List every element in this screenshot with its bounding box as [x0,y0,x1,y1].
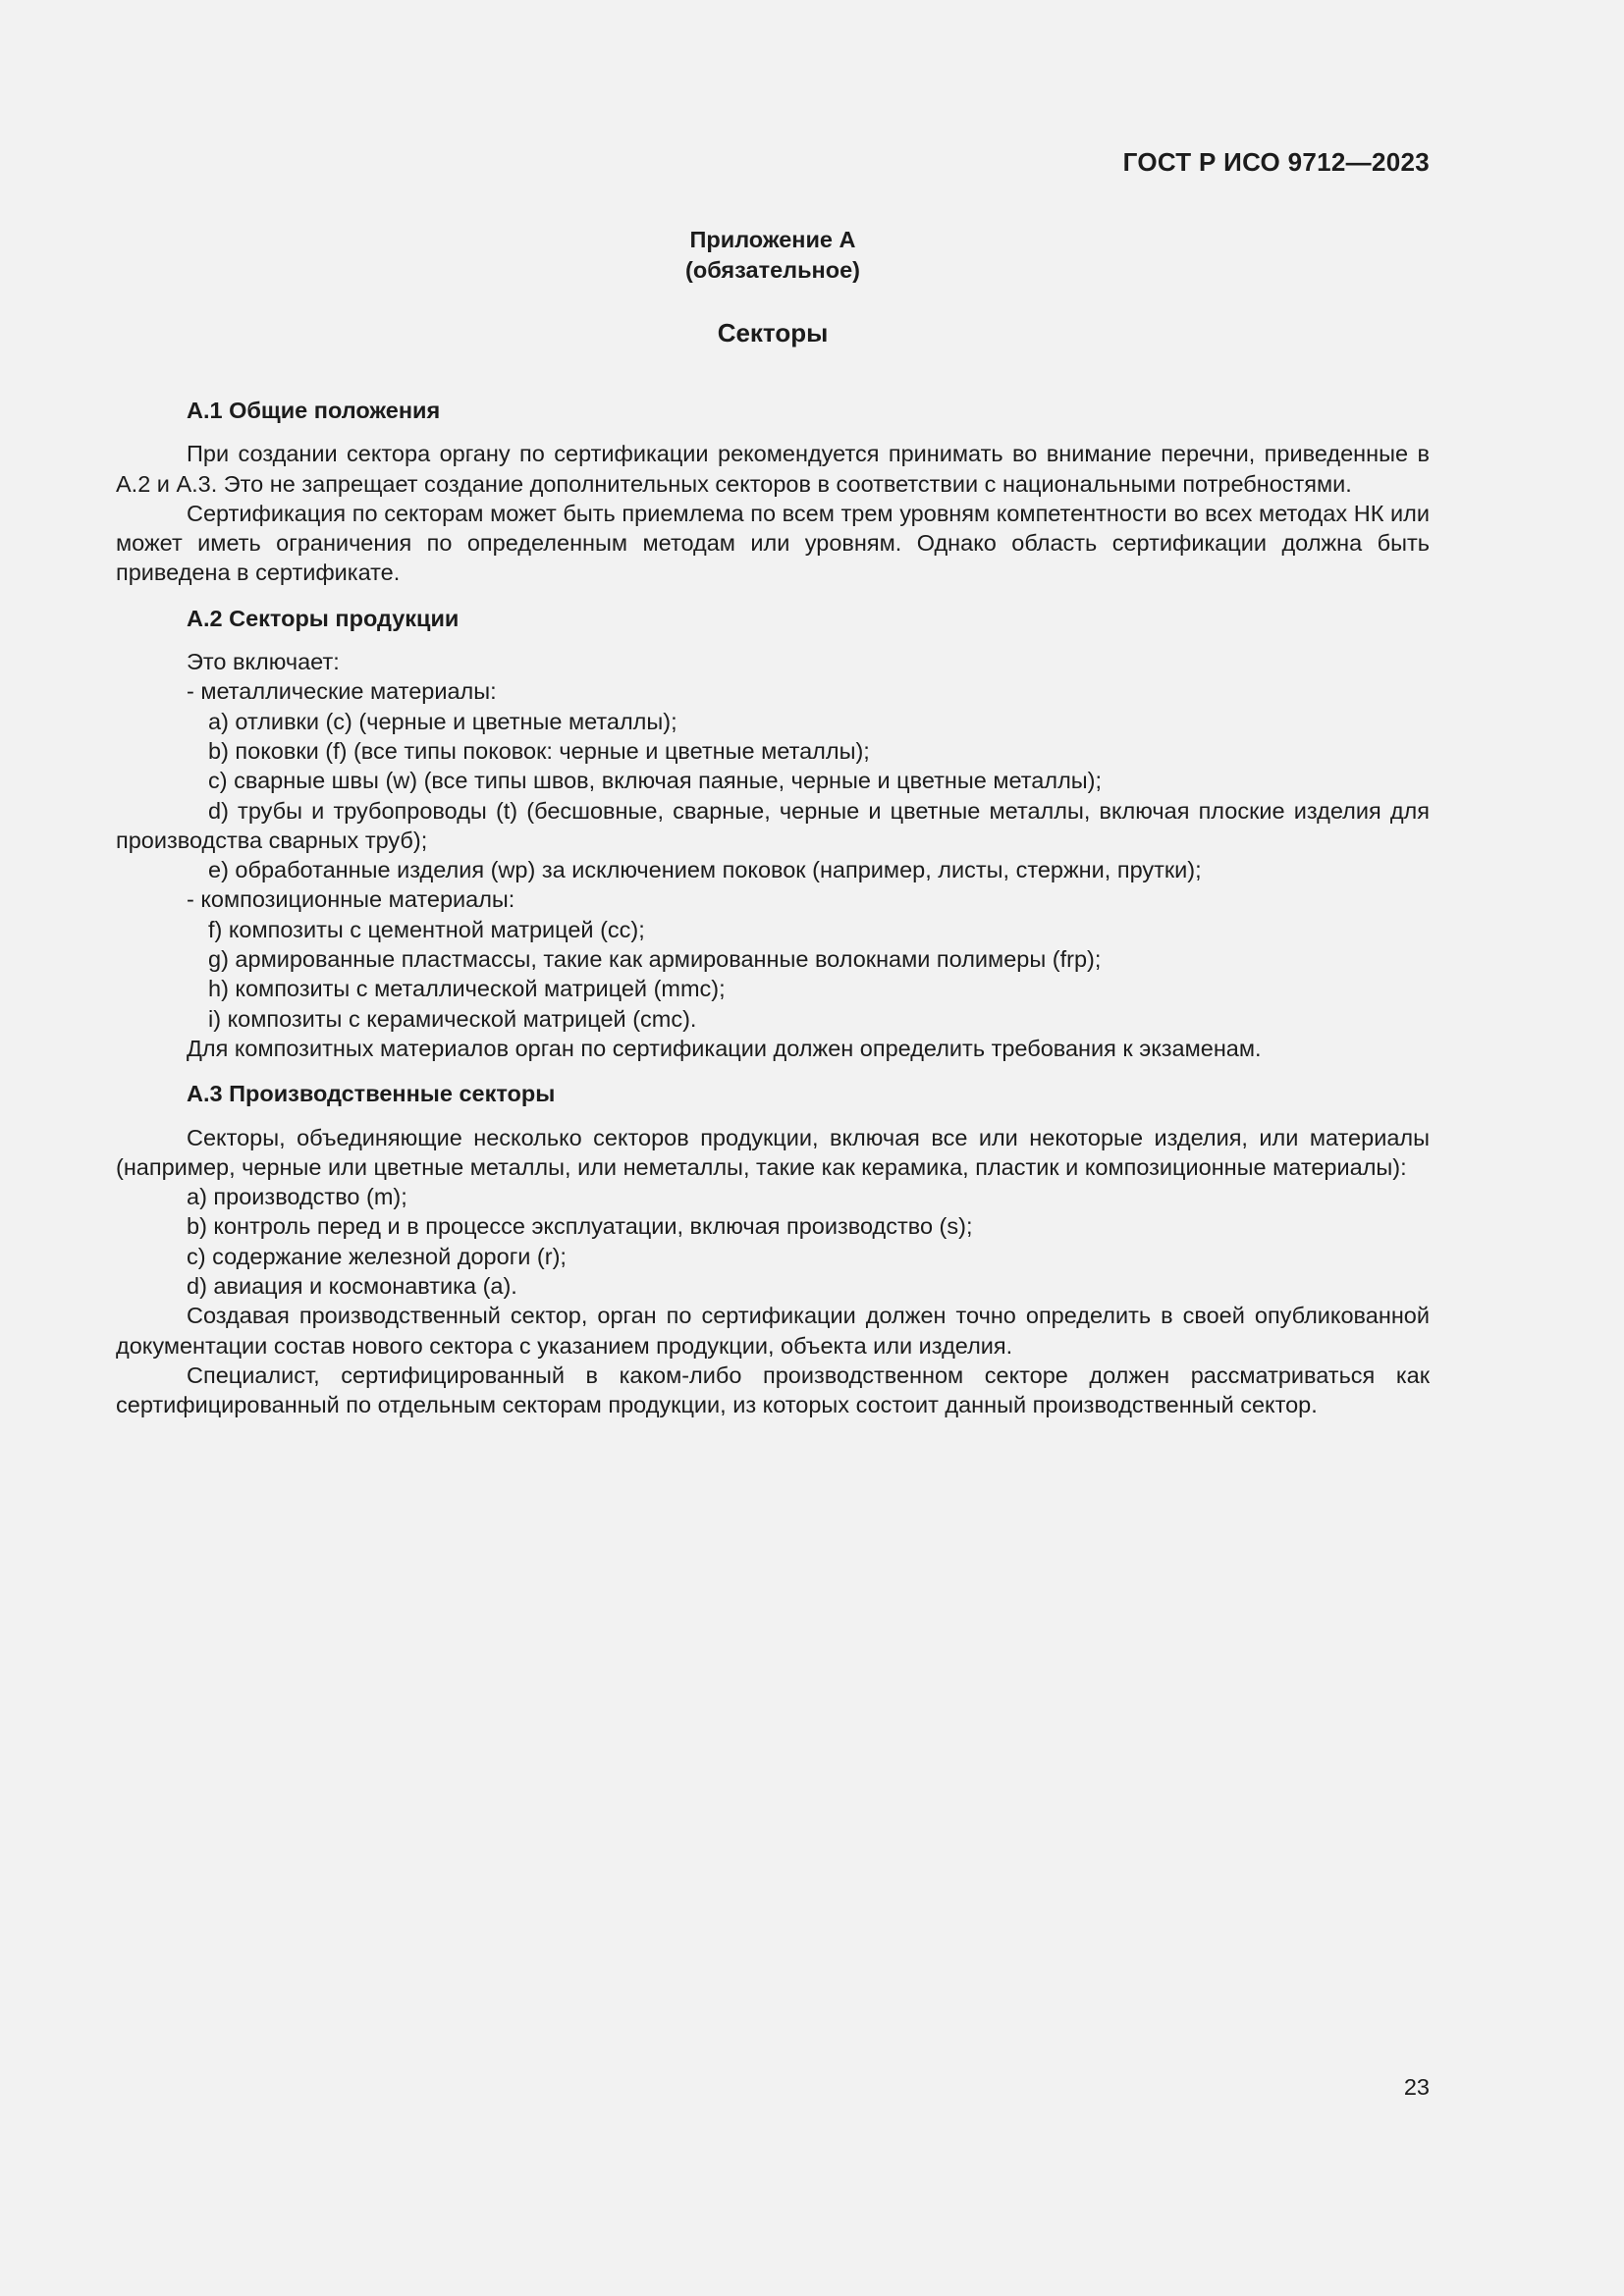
document-body [116,396,1430,1420]
annex-title: Секторы [717,318,829,347]
list-item-wrought-products: e) обработанные изделия (wp) за исключением поковок (например, листы, стержни, прутки); [208,857,1202,883]
page-number: 23 [1403,2074,1430,2100]
list-item-ceramic-matrix: i) композиты с керамической матрицей (cmc). [208,1005,697,1032]
list-item-welds: c) сварные швы (w) (все типы швов, включая паяные, черные и цветные металлы); [208,768,1103,794]
document-page [116,0,1430,2296]
section-a3-intro: Секторы, объединяющие несколько секторов продукции, включая все или некоторые изделия, или материалы (например, черные или цветные металлы, или неметаллы, такие как керамика, пластик и композиционные материалы): [116,1124,1430,1180]
list-item-railway: c) содержание железной дороги (r); [187,1243,567,1269]
section-a3-heading: А.3 Производственные секторы [187,1081,556,1107]
section-a1-heading: А.1 Общие положения [187,398,441,423]
list-item-aerospace: d) авиация и космонавтика (a). [187,1273,517,1300]
section-a2-closing: Для композитных материалов орган по сертификации должен определить требования к экзаменам. [187,1035,1262,1061]
annex-label: Приложение А [689,227,856,252]
annex-status: (обязательное) [685,257,860,283]
list-item-cement-matrix: f) композиты с цементной матрицей (cc); [208,916,645,942]
list-item-reinforced-plastics: g) армированные пластмассы, такие как армированные волокнами полимеры (frp); [208,946,1102,973]
list-item-castings: a) отливки (c) (черные и цветные металлы); [208,708,677,734]
section-a1-paragraph-2: Сертификация по секторам может быть приемлема по всем трем уровням компетентности во всех методах НК или может иметь ограничения по определенным методам или уровням. Однако область сертификации должна быть приведена в сертификате. [116,500,1430,586]
list-item-metal-matrix: h) композиты с металлической матрицей (mmc); [208,976,726,1002]
section-a2-group-metals: - металлические материалы: [187,678,497,705]
section-a1-paragraph-1: При создании сектора органу по сертификации рекомендуется принимать во внимание перечни, приведенные в А.2 и А.3. Это не запрещает создание дополнительных секторов в соответствии с национальными потребностями. [116,441,1430,497]
section-a2-intro: Это включает: [187,649,340,675]
list-item-manufacturing: a) производство (m); [187,1184,407,1210]
list-item-forgings: b) поковки (f) (все типы поковок: черные и цветные металлы); [208,737,870,764]
list-item-tubes-pipes: d) трубы и трубопроводы (t) (бесшовные, сварные, черные и цветные металлы, включая плоские изделия для производства сварных труб); [116,797,1430,853]
standard-code-header: ГОСТ Р ИСО 9712—2023 [1122,147,1430,177]
section-a3-paragraph-2: Специалист, сертифицированный в каком-либо производственном секторе должен рассматриваться как сертифицированный по отдельным секторам продукции, из которых состоит данный производственный сектор. [116,1362,1430,1418]
annex-heading [116,225,1430,286]
section-a3-paragraph-1: Создавая производственный сектор, орган по сертификации должен точно определить в своей опубликованной документации состав нового сектора с указанием продукции, объекта или изделия. [116,1303,1430,1359]
list-item-inspection: b) контроль перед и в процессе эксплуатации, включая производство (s); [187,1213,973,1240]
section-a2-group-composites: - композиционные материалы: [187,886,515,913]
section-a2-heading: А.2 Секторы продукции [187,605,460,631]
